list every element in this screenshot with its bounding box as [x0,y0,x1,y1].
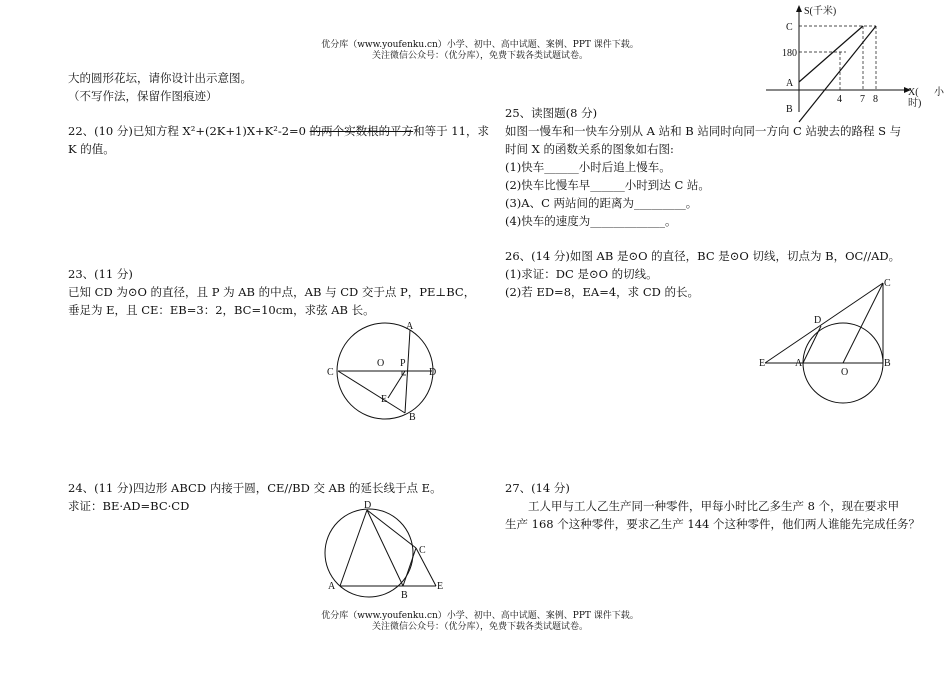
intro-line-1: 大的圆形花坛，请你设计出示意图。 [68,71,252,85]
footer-line-1: 优分库（www.youfenku.cn）小学、初中、高中试题、案例、PPT 课件下载。 [321,611,639,621]
q26-label-e: E [759,358,766,369]
q25-item-2: (2)快车比慢车早______小时到达 C 站。 [505,178,710,192]
q25-x-axis-label-1: X( [908,87,919,98]
header-line-2: 关注微信公众号：（优分库），免费下载各类试题试卷。 [371,51,588,61]
q25-tick-4: 4 [837,94,842,105]
q25-tick-a: A [786,78,794,89]
q22-struck-text: 的两个实数根的平方 [309,124,414,138]
q22-line-1 [68,123,489,140]
q26-tangent-figure [755,275,905,385]
q24-circle-figure [322,500,452,600]
q25-item-3: (3)A、C 两站间的距离为_________。 [505,196,698,210]
q23-line-2: 垂足为 E，且 CE：EB=3：2，BC=10cm，求弦 AB 长。 [68,303,375,317]
q23-label-e: E [381,394,388,405]
q27-line-2: 生产 168 个这种零件，要求乙生产 144 个这种零件，他们两人谁能先完成任务？ [505,517,921,531]
q25-x-axis-label-2: 时) [908,98,922,109]
q24-label-c: C [419,545,426,556]
intro-line-2: （不写作法，保留作图痕迹） [68,89,218,103]
q25-x-axis-label-3: 小 [934,87,944,98]
q25-tick-180: 180 [782,48,797,59]
q25-item-1: (1)快车______小时后追上慢车。 [505,160,671,174]
q23-label-b: B [409,412,416,423]
q26-item-2: (2)若 ED=8，EA=4，求 CD 的长。 [505,285,699,299]
q23-label-d: D [429,367,437,378]
q23-label-o: O [377,358,385,369]
q26-label-c: C [884,278,891,289]
q27-line-1: 工人甲与工人乙生产同一种零件，甲每小时比乙多生产 8 个，现在要求甲 [528,499,900,513]
q25-tick-8: 8 [873,94,878,105]
q26-line-1: 26、(14 分)如图 AB 是⊙O 的直径，BC 是⊙O 切线，切点为 B，OC//AD。 [505,249,901,263]
q24-label-a: A [328,581,336,592]
q23-line-1: 已知 CD 为⊙O 的直径，且 P 为 AB 的中点，AB 与 CD 交于点 P，PE⊥BC， [68,285,476,299]
q27-title: 27、(14 分) [505,481,570,495]
q25-line-2: 时间 X 的函数关系的图象如右图: [505,142,674,156]
q26-label-b: B [884,358,891,369]
header-line-1: 优分库（www.youfenku.cn）小学、初中、高中试题、案例、PPT 课件下载。 [321,40,639,50]
q23-label-p: P [400,358,406,369]
q25-title: 25、读图题(8 分) [505,106,598,120]
q24-line-1: 24、(11 分)四边形 ABCD 内接于圆，CE//BD 交 AB 的延长线于点 E。 [68,481,442,495]
q26-item-1: (1)求证：DC 是⊙O 的切线。 [505,267,658,281]
q24-label-e: E [437,581,444,592]
page-footer [230,611,730,633]
q25-s-axis-label: S(千米) [804,6,837,17]
q23-circle-figure [325,318,445,428]
footer-line-2: 关注微信公众号：（优分库），免费下载各类试题试卷。 [371,622,588,632]
q23-label-a: A [406,321,414,332]
q22-part-1: 22、(10 分)已知方程 X²+(2K+1)X+K²-2=0 [68,124,310,138]
q25-item-4: (4)快车的速度为_____________。 [505,214,677,228]
page-header [230,40,730,62]
q25-tick-c: C [786,22,793,33]
q24-label-b: B [401,590,408,601]
q26-label-d: D [814,315,822,326]
q26-label-o: O [841,367,849,378]
q25-distance-time-graph [766,2,946,115]
q24-label-d: D [364,500,372,511]
q25-line-1: 如图一慢车和一快车分别从 A 站和 B 站同时向同一方向 C 站驶去的路程 S 与 [505,124,902,138]
q25-tick-b: B [786,104,793,115]
q23-title: 23、(11 分) [68,267,133,281]
q26-label-a: A [795,358,803,369]
q22-part-2: 和等于 11，求 [413,124,489,138]
q22-line-2: K 的值。 [68,142,115,156]
q24-line-2: 求证：BE·AD=BC·CD [68,499,190,513]
q23-label-c: C [327,367,334,378]
q25-tick-7: 7 [860,94,865,105]
